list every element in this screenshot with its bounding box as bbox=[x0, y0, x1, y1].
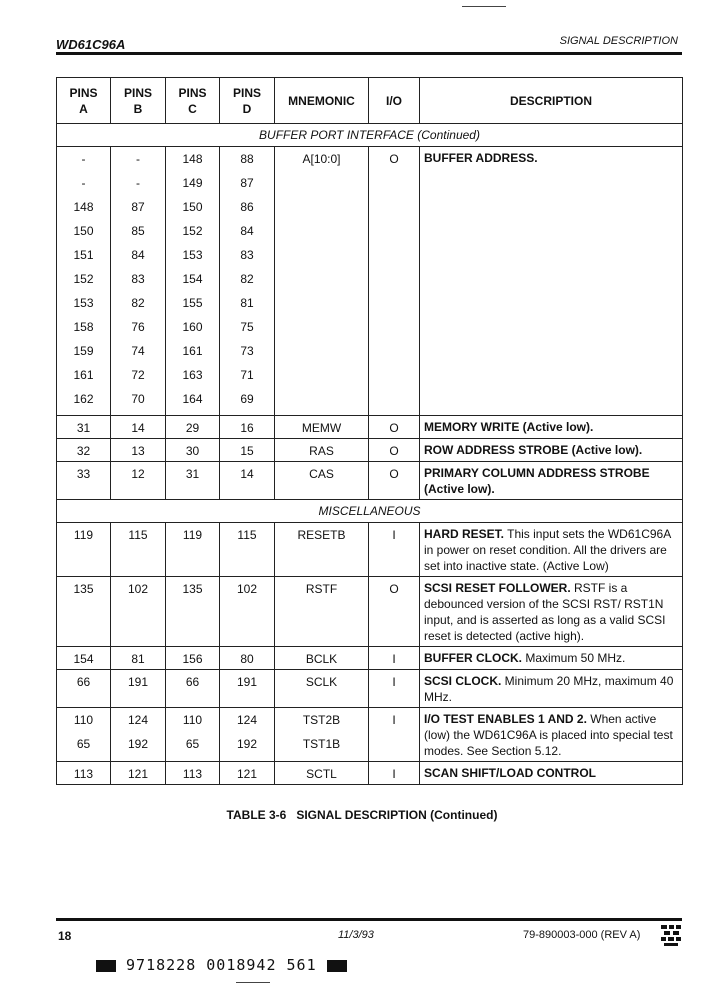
pin-number: 88 bbox=[240, 152, 254, 166]
footer-rule bbox=[56, 918, 682, 921]
table-row bbox=[57, 416, 683, 439]
pin-number: 76 bbox=[131, 320, 145, 334]
pins-d-cell bbox=[220, 647, 275, 670]
pin-number: 124 bbox=[236, 713, 258, 727]
pins-b-cell bbox=[111, 762, 166, 785]
io-cell bbox=[369, 523, 420, 577]
pin-number: 66 bbox=[185, 675, 200, 689]
col-header-pins-b: PINS B bbox=[111, 78, 166, 124]
mnemonic: RAS bbox=[309, 444, 334, 458]
mnemonic-cell bbox=[275, 416, 369, 439]
pin-number: 192 bbox=[127, 737, 149, 751]
pins-d-cell bbox=[220, 762, 275, 785]
description-text: This input sets the WD61C96A in power on reset condition. All the drivers are set into inactive state. (Active Low) bbox=[424, 527, 671, 573]
io-cell bbox=[369, 462, 420, 500]
pin-number: 82 bbox=[240, 272, 254, 286]
mnemonic: RESETB bbox=[297, 528, 346, 542]
description-cell bbox=[420, 416, 683, 439]
pin-number: 85 bbox=[131, 224, 145, 238]
mnemonic-cell bbox=[275, 670, 369, 708]
pin-number: TST2B bbox=[302, 713, 341, 727]
io-value: I bbox=[392, 528, 396, 542]
description-title: PRIMARY COLUMN ADDRESS STROBE (Active low). bbox=[424, 466, 650, 496]
description-title: ROW ADDRESS STROBE (Active low). bbox=[424, 443, 643, 457]
mnemonic-cell bbox=[275, 462, 369, 500]
pin-number: 155 bbox=[182, 296, 203, 310]
io-cell bbox=[369, 670, 420, 708]
pin-number: 15 bbox=[240, 444, 254, 458]
pin-number: 124 bbox=[127, 713, 149, 727]
io-cell bbox=[369, 439, 420, 462]
col-header-description: DESCRIPTION bbox=[420, 78, 683, 124]
section-title: BUFFER PORT INTERFACE (Continued) bbox=[57, 124, 683, 147]
pin-number: 66 bbox=[76, 675, 91, 689]
barcode-number: 9718228 0018942 561 bbox=[126, 956, 317, 974]
pin-number: 86 bbox=[240, 200, 254, 214]
pins-b-cell bbox=[111, 439, 166, 462]
pin-number: 71 bbox=[240, 368, 254, 382]
col-header-mnemonic: MNEMONIC bbox=[275, 78, 369, 124]
pin-number: 102 bbox=[127, 582, 149, 596]
pin-number: 70 bbox=[131, 392, 145, 406]
barcode-line bbox=[96, 956, 347, 974]
table-row bbox=[57, 523, 683, 577]
description-text: Maximum 50 MHz. bbox=[522, 651, 626, 665]
signal-description-table bbox=[56, 77, 683, 785]
pins-b-cell bbox=[111, 147, 166, 416]
io-cell bbox=[369, 708, 420, 762]
pin-number: 163 bbox=[182, 368, 203, 382]
pin-number: 160 bbox=[182, 320, 203, 334]
scan-mark bbox=[236, 982, 270, 983]
pin-number: 75 bbox=[240, 320, 254, 334]
pins-c-cell bbox=[166, 670, 220, 708]
table-header-row bbox=[57, 78, 683, 124]
pin-number: 151 bbox=[73, 248, 94, 262]
page-number: 18 bbox=[58, 929, 72, 943]
footer-date: 11/3/93 bbox=[338, 929, 374, 941]
section-header-row bbox=[57, 500, 683, 523]
pin-number: 148 bbox=[73, 200, 94, 214]
section-title: MISCELLANEOUS bbox=[57, 500, 683, 523]
mnemonic: RSTF bbox=[305, 582, 338, 596]
pin-number: 115 bbox=[128, 528, 148, 542]
table-row bbox=[57, 577, 683, 647]
pin-number: 80 bbox=[240, 652, 254, 666]
description-cell bbox=[420, 708, 683, 762]
pin-number: TST1B bbox=[302, 737, 341, 751]
pin-number: 135 bbox=[73, 582, 94, 596]
io-value: O bbox=[389, 421, 399, 435]
description-title: BUFFER CLOCK. bbox=[424, 651, 522, 665]
pin-number: 191 bbox=[127, 675, 149, 689]
table-row bbox=[57, 462, 683, 500]
pin-number: 113 bbox=[73, 767, 94, 781]
mnemonic: SCTL bbox=[306, 767, 337, 781]
io-cell bbox=[369, 416, 420, 439]
pins-b-cell bbox=[111, 647, 166, 670]
pin-number: 162 bbox=[73, 392, 94, 406]
pins-b-cell bbox=[111, 523, 166, 577]
document-section-title: SIGNAL DESCRIPTION bbox=[559, 35, 678, 47]
pin-number: 156 bbox=[182, 652, 203, 666]
pins-a-cell bbox=[57, 147, 111, 416]
description-title: BUFFER ADDRESS. bbox=[424, 151, 538, 165]
pin-number: 113 bbox=[182, 767, 203, 781]
pin-number: 158 bbox=[73, 320, 94, 334]
description-cell bbox=[420, 439, 683, 462]
mnemonic: MEMW bbox=[301, 421, 342, 435]
pins-a-cell bbox=[57, 670, 111, 708]
table-row bbox=[57, 762, 683, 785]
pin-number: 150 bbox=[182, 200, 203, 214]
io-value: O bbox=[389, 467, 399, 481]
mnemonic: CAS bbox=[309, 467, 334, 481]
pin-number: 31 bbox=[185, 467, 200, 481]
pin-number: - bbox=[136, 152, 140, 166]
description-title: HARD RESET. bbox=[424, 527, 505, 541]
pins-c-cell bbox=[166, 523, 220, 577]
pin-number: 83 bbox=[131, 272, 145, 286]
table-row bbox=[57, 708, 683, 762]
mnemonic-cell bbox=[275, 523, 369, 577]
pin-number: 83 bbox=[240, 248, 254, 262]
pins-d-cell bbox=[220, 462, 275, 500]
mnemonic: SCLK bbox=[305, 675, 338, 689]
description-cell bbox=[420, 762, 683, 785]
pin-number: 121 bbox=[127, 767, 149, 781]
pin-number: 191 bbox=[236, 675, 258, 689]
header-rule bbox=[56, 52, 682, 55]
description-cell bbox=[420, 147, 683, 416]
io-value: I bbox=[392, 675, 396, 689]
description-cell bbox=[420, 523, 683, 577]
pins-d-cell bbox=[220, 439, 275, 462]
pins-d-cell bbox=[220, 523, 275, 577]
pins-b-cell bbox=[111, 670, 166, 708]
pins-d-cell bbox=[220, 670, 275, 708]
pin-number: 30 bbox=[185, 444, 200, 458]
pin-number: 154 bbox=[73, 652, 94, 666]
section-header-row bbox=[57, 124, 683, 147]
pin-number: 84 bbox=[240, 224, 254, 238]
pin-number: 74 bbox=[131, 344, 145, 358]
mnemonic-cell bbox=[275, 147, 369, 416]
pin-number: 87 bbox=[240, 176, 254, 190]
io-cell bbox=[369, 647, 420, 670]
mnemonic: BCLK bbox=[305, 652, 338, 666]
pin-number: 119 bbox=[182, 528, 203, 542]
pin-number: 152 bbox=[73, 272, 94, 286]
table-row bbox=[57, 647, 683, 670]
pin-number: 33 bbox=[76, 467, 91, 481]
pin-number: 148 bbox=[182, 152, 203, 166]
pins-a-cell bbox=[57, 523, 111, 577]
pin-number: 164 bbox=[182, 392, 203, 406]
table-row bbox=[57, 147, 683, 416]
pins-c-cell bbox=[166, 439, 220, 462]
pin-number: 192 bbox=[236, 737, 258, 751]
table-caption: TABLE 3-6 SIGNAL DESCRIPTION (Continued) bbox=[226, 808, 498, 822]
io-value: I bbox=[392, 652, 396, 666]
pin-number: 65 bbox=[76, 737, 91, 751]
pins-d-cell bbox=[220, 147, 275, 416]
pin-number: 81 bbox=[131, 652, 145, 666]
pin-number: 150 bbox=[73, 224, 94, 238]
pins-d-cell bbox=[220, 416, 275, 439]
io-value: I bbox=[392, 767, 396, 781]
pin-number: 81 bbox=[240, 296, 254, 310]
pin-number: 110 bbox=[182, 713, 203, 727]
document-number: 79-890003-000 (REV A) bbox=[523, 929, 641, 941]
pin-number: 73 bbox=[240, 344, 254, 358]
io-value: O bbox=[389, 152, 399, 166]
pin-number: 82 bbox=[131, 296, 145, 310]
pin-number: 119 bbox=[73, 528, 94, 542]
io-value: O bbox=[389, 582, 399, 596]
col-header-pins-c: PINS C bbox=[166, 78, 220, 124]
pin-number: 69 bbox=[240, 392, 254, 406]
pins-a-cell bbox=[57, 708, 111, 762]
pin-number: 121 bbox=[236, 767, 258, 781]
pins-c-cell bbox=[166, 147, 220, 416]
company-logo-icon bbox=[660, 924, 682, 946]
description-text: Minimum 20 MHz, maximum 40 MHz. bbox=[424, 674, 674, 704]
pin-number: - bbox=[136, 176, 140, 190]
pins-b-cell bbox=[111, 462, 166, 500]
col-header-pins-a: PINS A bbox=[57, 78, 111, 124]
pins-a-cell bbox=[57, 416, 111, 439]
pin-number: 154 bbox=[182, 272, 203, 286]
pin-number: 32 bbox=[76, 444, 91, 458]
pins-b-cell bbox=[111, 416, 166, 439]
pins-a-cell bbox=[57, 762, 111, 785]
pins-d-cell bbox=[220, 708, 275, 762]
pin-number: 149 bbox=[182, 176, 203, 190]
pin-number: - bbox=[81, 152, 86, 166]
pin-number: 152 bbox=[182, 224, 203, 238]
pin-number: 12 bbox=[131, 467, 145, 481]
description-title: MEMORY WRITE (Active low). bbox=[424, 420, 594, 434]
mnemonic: A[10:0] bbox=[302, 152, 341, 166]
pins-b-cell bbox=[111, 708, 166, 762]
col-header-pins-d: PINS D bbox=[220, 78, 275, 124]
pin-number: 115 bbox=[237, 528, 257, 542]
pin-number: 161 bbox=[73, 368, 94, 382]
description-cell bbox=[420, 577, 683, 647]
io-value: I bbox=[392, 713, 396, 727]
pin-number: 153 bbox=[182, 248, 203, 262]
mnemonic-cell bbox=[275, 762, 369, 785]
pin-number: 13 bbox=[131, 444, 145, 458]
io-cell bbox=[369, 147, 420, 416]
pin-number: 31 bbox=[76, 421, 91, 435]
description-cell bbox=[420, 647, 683, 670]
pins-c-cell bbox=[166, 577, 220, 647]
col-header-io: I/O bbox=[369, 78, 420, 124]
mnemonic-cell bbox=[275, 647, 369, 670]
pins-a-cell bbox=[57, 577, 111, 647]
pin-number: 14 bbox=[131, 421, 145, 435]
pin-number: 110 bbox=[73, 713, 94, 727]
description-title: SCAN SHIFT/LOAD CONTROL bbox=[424, 766, 596, 780]
pins-d-cell bbox=[220, 577, 275, 647]
description-title: SCSI RESET FOLLOWER. bbox=[424, 581, 571, 595]
io-cell bbox=[369, 577, 420, 647]
pin-number: 161 bbox=[182, 344, 203, 358]
pins-a-cell bbox=[57, 462, 111, 500]
pin-number: - bbox=[81, 176, 86, 190]
table-row bbox=[57, 439, 683, 462]
description-cell bbox=[420, 462, 683, 500]
pin-number: 87 bbox=[131, 200, 145, 214]
pins-c-cell bbox=[166, 647, 220, 670]
description-title: I/O TEST ENABLES 1 AND 2. bbox=[424, 712, 587, 726]
description-title: SCSI CLOCK. bbox=[424, 674, 502, 688]
document-header-title: WD61C96A bbox=[56, 37, 126, 52]
scan-mark bbox=[462, 6, 506, 7]
pins-c-cell bbox=[166, 708, 220, 762]
pin-number: 153 bbox=[73, 296, 94, 310]
pin-number: 14 bbox=[240, 467, 254, 481]
pins-a-cell bbox=[57, 647, 111, 670]
pin-number: 84 bbox=[131, 248, 145, 262]
pin-number: 65 bbox=[185, 737, 200, 751]
mnemonic-cell bbox=[275, 439, 369, 462]
description-text: When active (low) the WD61C96A is placed into special test modes. See Section 5.12. bbox=[424, 712, 673, 758]
io-cell bbox=[369, 762, 420, 785]
description-cell bbox=[420, 670, 683, 708]
pins-a-cell bbox=[57, 439, 111, 462]
pin-number: 29 bbox=[185, 421, 200, 435]
pin-number: 72 bbox=[131, 368, 145, 382]
pins-b-cell bbox=[111, 577, 166, 647]
mnemonic-cell bbox=[275, 577, 369, 647]
io-value: O bbox=[389, 444, 399, 458]
pin-number: 135 bbox=[182, 582, 203, 596]
pin-number: 159 bbox=[73, 344, 94, 358]
description-text: RSTF is a debounced version of the SCSI RST/ RST1N input, and is asserted as long as a valid SCSI reset is detected (active high). bbox=[424, 581, 666, 643]
pins-c-cell bbox=[166, 762, 220, 785]
pins-c-cell bbox=[166, 416, 220, 439]
pins-c-cell bbox=[166, 462, 220, 500]
table-row bbox=[57, 670, 683, 708]
pin-number: 102 bbox=[236, 582, 258, 596]
pin-number: 16 bbox=[240, 421, 254, 435]
mnemonic-cell bbox=[275, 708, 369, 762]
